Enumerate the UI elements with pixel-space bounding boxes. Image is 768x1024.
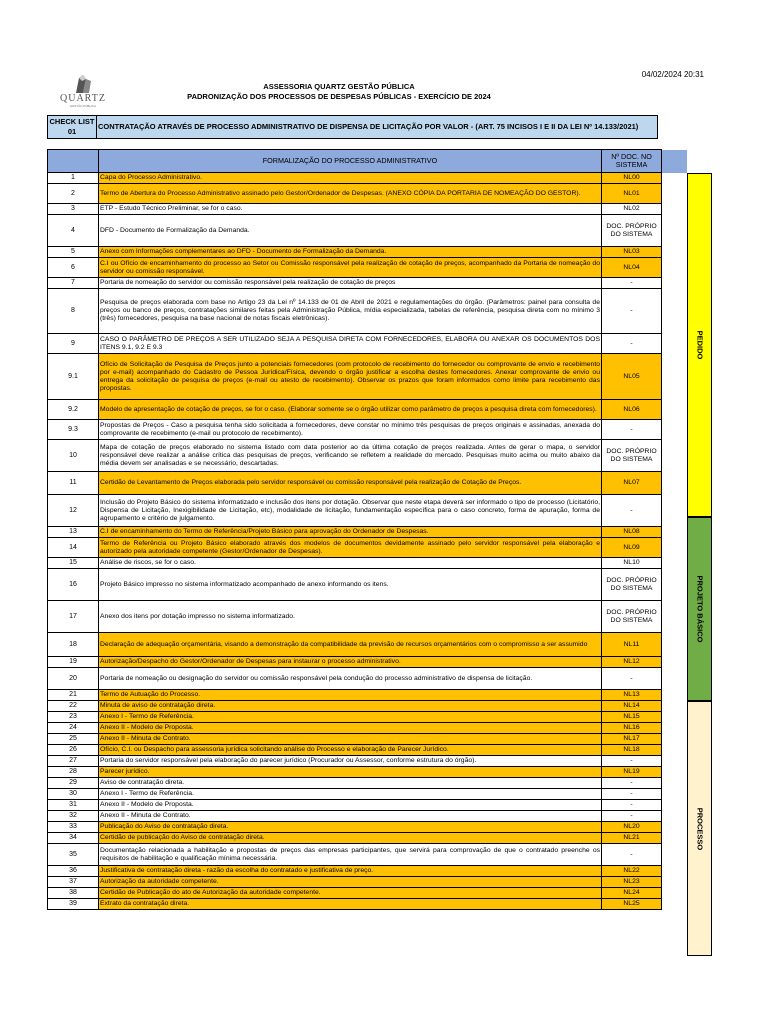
row-description: Portaria de nomeação do servidor ou comissão responsável pela realização de cotação de preços bbox=[99, 278, 602, 289]
table-header-row bbox=[48, 150, 688, 173]
row-description: Certidão de publicação do Aviso de contratação direta. bbox=[99, 833, 602, 844]
row-doc-code: - bbox=[602, 789, 662, 800]
row-side-cell bbox=[662, 495, 688, 527]
row-doc-code: NL13 bbox=[602, 690, 662, 701]
row-number: 27 bbox=[48, 756, 99, 767]
row-description: Portaria do servidor responsável pela elaboração do parecer jurídico (Procurador ou Assessor, conforme estrutura do órgão). bbox=[99, 756, 602, 767]
checklist-number: 01 bbox=[67, 127, 77, 136]
row-side-cell bbox=[662, 866, 688, 877]
table-row bbox=[48, 745, 688, 756]
table-row bbox=[48, 734, 688, 745]
row-description: Autorização/Despacho do Gestor/Ordenador de Despesas para instaurar o processo administrativo. bbox=[99, 657, 602, 668]
row-description: Termo de Abertura do Processo Administrativo assinado pelo Gestor/Ordenador de Despesas. (ANEXO CÓPIA DA PORTARIA DE NOMEAÇÃO DO GESTOR). bbox=[99, 184, 602, 204]
row-side-cell bbox=[662, 690, 688, 701]
table-row bbox=[48, 844, 688, 866]
table-row bbox=[48, 184, 688, 204]
row-side-cell bbox=[662, 278, 688, 289]
table-row bbox=[48, 668, 688, 690]
row-doc-code: - bbox=[602, 289, 662, 334]
table-row bbox=[48, 420, 688, 440]
row-description: Certidão de Levantamento de Preços elaborada pelo servidor responsável ou comissão responsável pela realização de Cotação de Preços. bbox=[99, 472, 602, 495]
row-description: Capa do Processo Administrativo. bbox=[99, 173, 602, 184]
row-doc-code: NL05 bbox=[602, 354, 662, 400]
row-number: 16 bbox=[48, 569, 99, 601]
checklist-label: CHECK LIST bbox=[49, 117, 95, 126]
row-side-cell bbox=[662, 811, 688, 822]
table-row bbox=[48, 756, 688, 767]
row-description: Anexo I - Termo de Referência. bbox=[99, 789, 602, 800]
row-number: 25 bbox=[48, 734, 99, 745]
row-description: Análise de riscos, se for o caso. bbox=[99, 558, 602, 569]
row-description: Minuta de aviso de contratação direta. bbox=[99, 701, 602, 712]
row-side-cell bbox=[662, 184, 688, 204]
row-description: Extrato da contratação direta. bbox=[99, 899, 602, 910]
table-row bbox=[48, 888, 688, 899]
row-doc-code: NL04 bbox=[602, 258, 662, 278]
document-heading bbox=[0, 82, 678, 102]
row-description: Certidão de Publicação do ato de Autorização da autoridade competente. bbox=[99, 888, 602, 899]
row-description: Portaria de nomeação ou designação do servidor ou comissão responsável pela condução do processo administrativo de dispensa de licitação. bbox=[99, 668, 602, 690]
table-row bbox=[48, 778, 688, 789]
row-side-cell bbox=[662, 440, 688, 472]
row-number: 33 bbox=[48, 822, 99, 833]
row-side-cell bbox=[662, 400, 688, 420]
row-description: Mapa de cotação de preços elaborado no sistema listado com data posterior ao da última cotação de preços realizada. Antes de gerar o mapa, o servidor responsável deve realizar a análise crítica das pesquisas de preços, verificando se refletem a realidade do mercado. Pesquisas muito acima ou muito abaixo da média devem ser analisadas e se necessário, descartadas. bbox=[99, 440, 602, 472]
logo-subtitle: GESTÃO PÚBLICA bbox=[69, 104, 97, 108]
row-number: 9.2 bbox=[48, 400, 99, 420]
table-row bbox=[48, 472, 688, 495]
row-number: 2 bbox=[48, 184, 99, 204]
header-title: FORMALIZAÇÃO DO PROCESSO ADMINISTRATIVO bbox=[99, 150, 602, 173]
section-processo-label: PROCESSO bbox=[695, 807, 704, 850]
row-side-cell bbox=[662, 538, 688, 558]
row-number: 11 bbox=[48, 472, 99, 495]
row-number: 39 bbox=[48, 899, 99, 910]
print-datetime: 04/02/2024 20:31 bbox=[641, 70, 704, 79]
row-side-cell bbox=[662, 334, 688, 354]
row-description: Anexo II - Modelo de Proposta. bbox=[99, 723, 602, 734]
checklist-title: CONTRATAÇÃO ATRAVÉS DE PROCESSO ADMINISTRATIVO DE DISPENSA DE LICITAÇÃO POR VALOR - (ART. 75 INCISOS I E II DA LEI Nº 14.133/2021) bbox=[97, 116, 658, 139]
section-pedido-label: PEDIDO bbox=[695, 330, 704, 360]
table-row bbox=[48, 334, 688, 354]
row-side-cell bbox=[662, 800, 688, 811]
checklist-number-cell bbox=[48, 116, 97, 139]
row-number: 18 bbox=[48, 633, 99, 657]
table-row bbox=[48, 800, 688, 811]
row-doc-code: NL12 bbox=[602, 657, 662, 668]
row-number: 7 bbox=[48, 278, 99, 289]
row-doc-code: - bbox=[602, 495, 662, 527]
row-number: 26 bbox=[48, 745, 99, 756]
row-side-cell bbox=[662, 844, 688, 866]
row-side-cell bbox=[662, 833, 688, 844]
row-side-cell bbox=[662, 472, 688, 495]
row-number: 6 bbox=[48, 258, 99, 278]
row-number: 5 bbox=[48, 247, 99, 258]
row-description: Anexo dos itens por dotação impresso no sistema informatizado. bbox=[99, 601, 602, 633]
header-number-cell bbox=[48, 150, 99, 173]
row-number: 29 bbox=[48, 778, 99, 789]
table-row bbox=[48, 601, 688, 633]
row-side-cell bbox=[662, 289, 688, 334]
header-side-cell bbox=[662, 150, 688, 173]
row-doc-code: NL16 bbox=[602, 723, 662, 734]
row-side-cell bbox=[662, 767, 688, 778]
row-doc-code: - bbox=[602, 668, 662, 690]
row-number: 32 bbox=[48, 811, 99, 822]
row-doc-code: - bbox=[602, 420, 662, 440]
table-row bbox=[48, 400, 688, 420]
row-number: 23 bbox=[48, 712, 99, 723]
row-doc-code: NL18 bbox=[602, 745, 662, 756]
table-row bbox=[48, 899, 688, 910]
row-number: 31 bbox=[48, 800, 99, 811]
row-doc-code: NL10 bbox=[602, 558, 662, 569]
row-description: C.I ou Ofício de encaminhamento do processo ao Setor ou Comissão responsável pela realização de cotação de preços, acompanhado da Portaria de nomeação do servidor ou comissão responsável. bbox=[99, 258, 602, 278]
row-number: 1 bbox=[48, 173, 99, 184]
row-number: 30 bbox=[48, 789, 99, 800]
checklist-title-table bbox=[47, 115, 658, 139]
row-description: Modelo de apresentação de cotação de preços, se for o caso. (Elaborar somente se o órgão utilizar como parâmetro de preços a pesquisa direta com fornecedores). bbox=[99, 400, 602, 420]
row-number: 36 bbox=[48, 866, 99, 877]
table-row bbox=[48, 558, 688, 569]
table-row bbox=[48, 633, 688, 657]
row-description: Anexo II - Minuta de Contrato. bbox=[99, 734, 602, 745]
row-description: Autorização da autoridade competente. bbox=[99, 877, 602, 888]
row-description: Parecer jurídico. bbox=[99, 767, 602, 778]
row-doc-code: NL14 bbox=[602, 701, 662, 712]
row-doc-code: NL25 bbox=[602, 899, 662, 910]
row-side-cell bbox=[662, 633, 688, 657]
checklist-table bbox=[47, 149, 687, 910]
row-side-cell bbox=[662, 712, 688, 723]
row-side-cell bbox=[662, 789, 688, 800]
row-number: 15 bbox=[48, 558, 99, 569]
row-side-cell bbox=[662, 778, 688, 789]
row-doc-code: - bbox=[602, 278, 662, 289]
row-doc-code: NL03 bbox=[602, 247, 662, 258]
row-description: Ofício de Solicitação de Pesquisa de Preços junto a potenciais fornecedores (com protocolo de recebimento do fornecedor ou comprovante de envio e recebimento por e-mail) acompanhado do Cadastro de Pessoa Jurídica/Física, devendo o órgão justificar a escolha destes fornecedores. Anexar comprovante de envio ou entrega da solicitação de pesquisa de preços (e-mail ou atesto de recebimento). Observar os prazos que foram informados como limite para recebimento das propostas. bbox=[99, 354, 602, 400]
heading-line-2: PADRONIZAÇÃO DOS PROCESSOS DE DESPESAS PÚBLICAS - EXERCÍCIO DE 2024 bbox=[187, 92, 491, 101]
row-number: 17 bbox=[48, 601, 99, 633]
row-description: Ofício, C.I. ou Despacho para assessoria jurídica solicitando análise do Processo e elaboração de Parecer Jurídico. bbox=[99, 745, 602, 756]
header-doc: Nº DOC. NO SISTEMA bbox=[602, 150, 662, 173]
row-description: Anexo II - Minuta de Contrato. bbox=[99, 811, 602, 822]
row-doc-code: DOC. PRÓPRIO DO SISTEMA bbox=[602, 440, 662, 472]
row-side-cell bbox=[662, 173, 688, 184]
row-number: 35 bbox=[48, 844, 99, 866]
row-description: Propostas de Preços - Caso a pesquisa tenha sido solicitada a fornecedores, deve constar no mínimo três pesquisas de preços originais e assinadas, anexada do comprovante de recebimento (e-mail ou protocolo de recebimento). bbox=[99, 420, 602, 440]
table-row bbox=[48, 767, 688, 778]
row-number: 24 bbox=[48, 723, 99, 734]
row-description: Declaração de adequação orçamentária, visando a demonstração da compatibilidade da previsão de recursos orçamentários com o compromisso a ser assumido bbox=[99, 633, 602, 657]
row-side-cell bbox=[662, 215, 688, 247]
section-pedido bbox=[687, 173, 712, 517]
section-projeto-label: PROJETO BÁSICO bbox=[695, 575, 704, 643]
row-side-cell bbox=[662, 657, 688, 668]
row-description: Projeto Básico impresso no sistema informatizado acompanhado de anexo informando os itens. bbox=[99, 569, 602, 601]
row-side-cell bbox=[662, 899, 688, 910]
table-row bbox=[48, 712, 688, 723]
row-doc-code: NL07 bbox=[602, 472, 662, 495]
row-description: Publicação do Aviso de contratação direta. bbox=[99, 822, 602, 833]
row-description: Pesquisa de preços elaborada com base no Artigo 23 da Lei nº 14.133 de 01 de Abril de 2021 e regulamentações do órgão. (Parâmetros: painel para consulta de preços ou banco de preços, contratações similares feitas pela Administração Pública, mídia especializada, tabelas de referência, pesquisa direta com no mínimo 3 (três) fornecedores, pesquisa na base nacional de notas fiscais eletrônicas). bbox=[99, 289, 602, 334]
row-doc-code: NL21 bbox=[602, 833, 662, 844]
row-description: Aviso de contratação direta. bbox=[99, 778, 602, 789]
row-side-cell bbox=[662, 569, 688, 601]
row-number: 9 bbox=[48, 334, 99, 354]
row-doc-code: - bbox=[602, 756, 662, 767]
row-description: Anexo I - Termo de Referência. bbox=[99, 712, 602, 723]
row-doc-code: - bbox=[602, 844, 662, 866]
row-side-cell bbox=[662, 354, 688, 400]
table-row bbox=[48, 657, 688, 668]
row-number: 9.1 bbox=[48, 354, 99, 400]
row-description: Anexo II - Modelo de Proposta. bbox=[99, 800, 602, 811]
row-doc-code: DOC. PRÓPRIO DO SISTEMA bbox=[602, 569, 662, 601]
row-number: 37 bbox=[48, 877, 99, 888]
row-number: 10 bbox=[48, 440, 99, 472]
row-side-cell bbox=[662, 558, 688, 569]
row-doc-code: DOC. PRÓPRIO DO SISTEMA bbox=[602, 215, 662, 247]
table-row bbox=[48, 495, 688, 527]
row-number: 20 bbox=[48, 668, 99, 690]
row-description: Justificativa de contratação direta - razão da escolha do contratado e justificativa de preço. bbox=[99, 866, 602, 877]
row-side-cell bbox=[662, 527, 688, 538]
row-number: 14 bbox=[48, 538, 99, 558]
table-row bbox=[48, 289, 688, 334]
row-number: 8 bbox=[48, 289, 99, 334]
row-doc-code: NL17 bbox=[602, 734, 662, 745]
row-side-cell bbox=[662, 247, 688, 258]
row-doc-code: - bbox=[602, 811, 662, 822]
row-side-cell bbox=[662, 420, 688, 440]
row-side-cell bbox=[662, 756, 688, 767]
row-doc-code: - bbox=[602, 778, 662, 789]
table-row bbox=[48, 723, 688, 734]
row-number: 9.3 bbox=[48, 420, 99, 440]
row-doc-code: NL01 bbox=[602, 184, 662, 204]
table-row bbox=[48, 811, 688, 822]
row-side-cell bbox=[662, 701, 688, 712]
row-description: Termo de Referência ou Projeto Básico elaborado através dos modelos de documentos devidamente assinado pelo servidor responsável pela elaboração e autorizado pela autoridade competente (Gestor/Ordenador de Despesas). bbox=[99, 538, 602, 558]
row-side-cell bbox=[662, 877, 688, 888]
row-side-cell bbox=[662, 734, 688, 745]
table-row bbox=[48, 822, 688, 833]
row-side-cell bbox=[662, 204, 688, 215]
row-doc-code: NL06 bbox=[602, 400, 662, 420]
table-row bbox=[48, 354, 688, 400]
table-row bbox=[48, 866, 688, 877]
row-side-cell bbox=[662, 888, 688, 899]
row-side-cell bbox=[662, 258, 688, 278]
row-doc-code: NL00 bbox=[602, 173, 662, 184]
row-number: 19 bbox=[48, 657, 99, 668]
table-row bbox=[48, 789, 688, 800]
row-side-cell bbox=[662, 822, 688, 833]
row-number: 4 bbox=[48, 215, 99, 247]
row-description: CASO O PARÂMETRO DE PREÇOS A SER UTILIZADO SEJA A PESQUISA DIRETA COM FORNECEDORES, ELABORA OU ANEXAR OS DOCUMENTOS DOS ITENS 9.1, 9.2 E 9.3 bbox=[99, 334, 602, 354]
row-doc-code: - bbox=[602, 334, 662, 354]
row-side-cell bbox=[662, 745, 688, 756]
row-description: Anexo com Informações complementares ao DFD - Documento de Formalização da Demanda. bbox=[99, 247, 602, 258]
row-side-cell bbox=[662, 723, 688, 734]
logo-brand: QUARTZ bbox=[60, 93, 106, 104]
section-projeto-basico bbox=[687, 517, 712, 701]
table-row bbox=[48, 538, 688, 558]
row-doc-code: NL23 bbox=[602, 877, 662, 888]
row-doc-code: NL02 bbox=[602, 204, 662, 215]
table-row bbox=[48, 204, 688, 215]
row-number: 38 bbox=[48, 888, 99, 899]
row-number: 28 bbox=[48, 767, 99, 778]
table-row bbox=[48, 173, 688, 184]
table-row bbox=[48, 877, 688, 888]
table-row bbox=[48, 527, 688, 538]
table-row bbox=[48, 215, 688, 247]
row-number: 22 bbox=[48, 701, 99, 712]
row-number: 34 bbox=[48, 833, 99, 844]
table-row bbox=[48, 833, 688, 844]
table-row bbox=[48, 258, 688, 278]
row-doc-code: - bbox=[602, 800, 662, 811]
table-row bbox=[48, 690, 688, 701]
row-number: 13 bbox=[48, 527, 99, 538]
table-row bbox=[48, 569, 688, 601]
row-doc-code: NL11 bbox=[602, 633, 662, 657]
row-description: ETP - Estudo Técnico Preliminar, se for o caso. bbox=[99, 204, 602, 215]
row-doc-code: DOC. PRÓPRIO DO SISTEMA bbox=[602, 601, 662, 633]
table-row bbox=[48, 440, 688, 472]
row-doc-code: NL24 bbox=[602, 888, 662, 899]
row-description: Documentação relacionada a habilitação e propostas de preços das empresas participantes, que servirá para comprovação de que o contratado preenche os requisitos de habilitação e qualificação mínima necessária. bbox=[99, 844, 602, 866]
row-description: Inclusão do Projeto Básico do sistema informatizado e inclusão dos itens por dotação. Observar que neste etapa deverá ser informado o tipo de processo (Licitatório, Dispensa de Licitação, Inexigibilidade de Licitação, etc), modalidade de licitação, fundamentação específica para o caso concreto, forma de apuração, forma de agrupamento e critério de julgamento. bbox=[99, 495, 602, 527]
row-description: Termo de Autuação do Processo. bbox=[99, 690, 602, 701]
row-doc-code: NL19 bbox=[602, 767, 662, 778]
row-doc-code: NL20 bbox=[602, 822, 662, 833]
section-processo bbox=[687, 701, 712, 956]
row-number: 21 bbox=[48, 690, 99, 701]
row-side-cell bbox=[662, 601, 688, 633]
row-number: 3 bbox=[48, 204, 99, 215]
row-doc-code: NL22 bbox=[602, 866, 662, 877]
row-description: C.I de encaminhamento do Termo de Referência/Projeto Básico para aprovação do Ordenador de Despesas. bbox=[99, 527, 602, 538]
table-row bbox=[48, 278, 688, 289]
table-row bbox=[48, 701, 688, 712]
row-doc-code: NL08 bbox=[602, 527, 662, 538]
table-row bbox=[48, 247, 688, 258]
row-doc-code: NL15 bbox=[602, 712, 662, 723]
row-description: DFD - Documento de Formalização da Demanda. bbox=[99, 215, 602, 247]
row-side-cell bbox=[662, 668, 688, 690]
row-number: 12 bbox=[48, 495, 99, 527]
row-doc-code: NL09 bbox=[602, 538, 662, 558]
heading-line-1: ASSESSORIA QUARTZ GESTÃO PÚBLICA bbox=[263, 82, 415, 91]
